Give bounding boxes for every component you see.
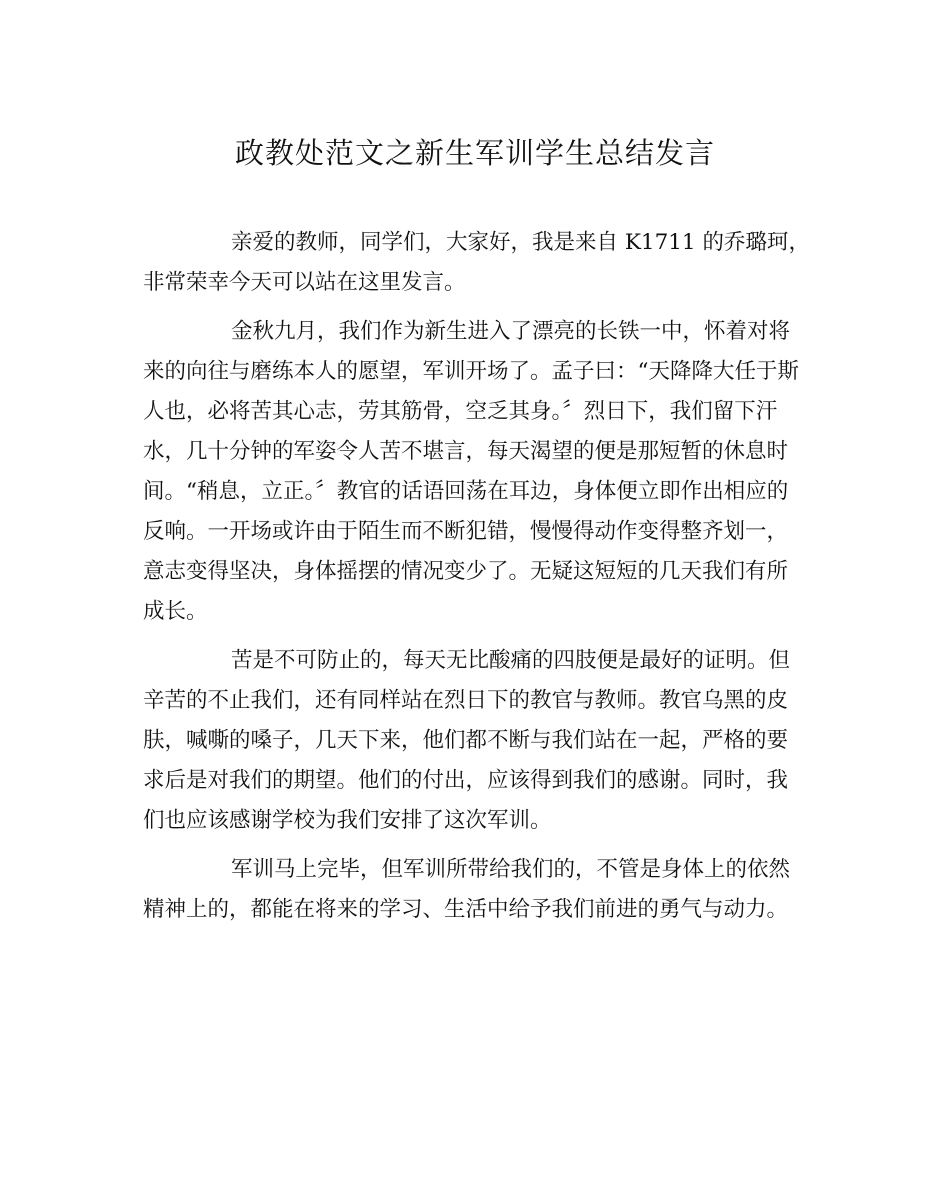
- paragraph-line: 精神上的，都能在将来的学习、生活中给予我们前进的勇气与动力。: [143, 897, 789, 922]
- document-body: [143, 223, 808, 930]
- paragraph-line: 金秋九月，我们作为新生进入了漂亮的长铁一中，怀着对将: [231, 319, 791, 344]
- paragraph-line: 来的向往与磨练本人的愿望，军训开场了。孟子曰：“天降降大任于斯: [143, 359, 799, 384]
- paragraph-line: 们也应该感谢学校为我们安排了这次军训。: [143, 808, 552, 833]
- paragraph-line: 间。“稍息，立正。〞教官的话语回荡在耳边，身体便立即作出相应的: [143, 479, 789, 504]
- document-title: 政教处范文之新生军训学生总结发言: [234, 136, 715, 170]
- paragraph-4: [143, 850, 808, 930]
- paragraph-line: 水，几十分钟的军姿令人苦不堪言，每天渴望的便是那短暂的休息时: [143, 439, 789, 464]
- paragraph-line: 肤，喊嘶的嗓子，几天下来，他们都不断与我们站在一起，严格的要: [143, 728, 789, 753]
- paragraph-line: 意志变得坚决，身体摇摆的情况变少了。无疑这短短的几天我们有所: [143, 559, 789, 584]
- paragraph-line: 人也，必将苦其心志，劳其筋骨，空乏其身。〞烈日下，我们留下汗: [143, 399, 778, 424]
- paragraph-3: [143, 641, 808, 841]
- paragraph-1: [143, 223, 808, 303]
- paragraph-line: 苦是不可防止的，每天无比酸痛的四肢便是最好的证明。但: [231, 648, 791, 673]
- paragraph-line: 辛苦的不止我们，还有同样站在烈日下的教官与教师。教官乌黑的皮: [143, 688, 789, 713]
- paragraph-2: [143, 312, 808, 632]
- paragraph-line: 军训马上完毕，但军训所带给我们的，不管是身体上的依然: [231, 857, 791, 882]
- paragraph-line: 求后是对我们的期望。他们的付出，应该得到我们的感谢。同时，我: [143, 768, 789, 793]
- paragraph-line: 反响。一开场或许由于陌生而不断犯错，慢慢得动作变得整齐划一，: [143, 519, 789, 544]
- paragraph-line: 亲爱的教师，同学们，大家好，我是来自 K1711 的乔璐珂，: [231, 230, 810, 255]
- paragraph-line: 成长。: [143, 599, 208, 624]
- paragraph-line: 非常荣幸今天可以站在这里发言。: [143, 270, 466, 295]
